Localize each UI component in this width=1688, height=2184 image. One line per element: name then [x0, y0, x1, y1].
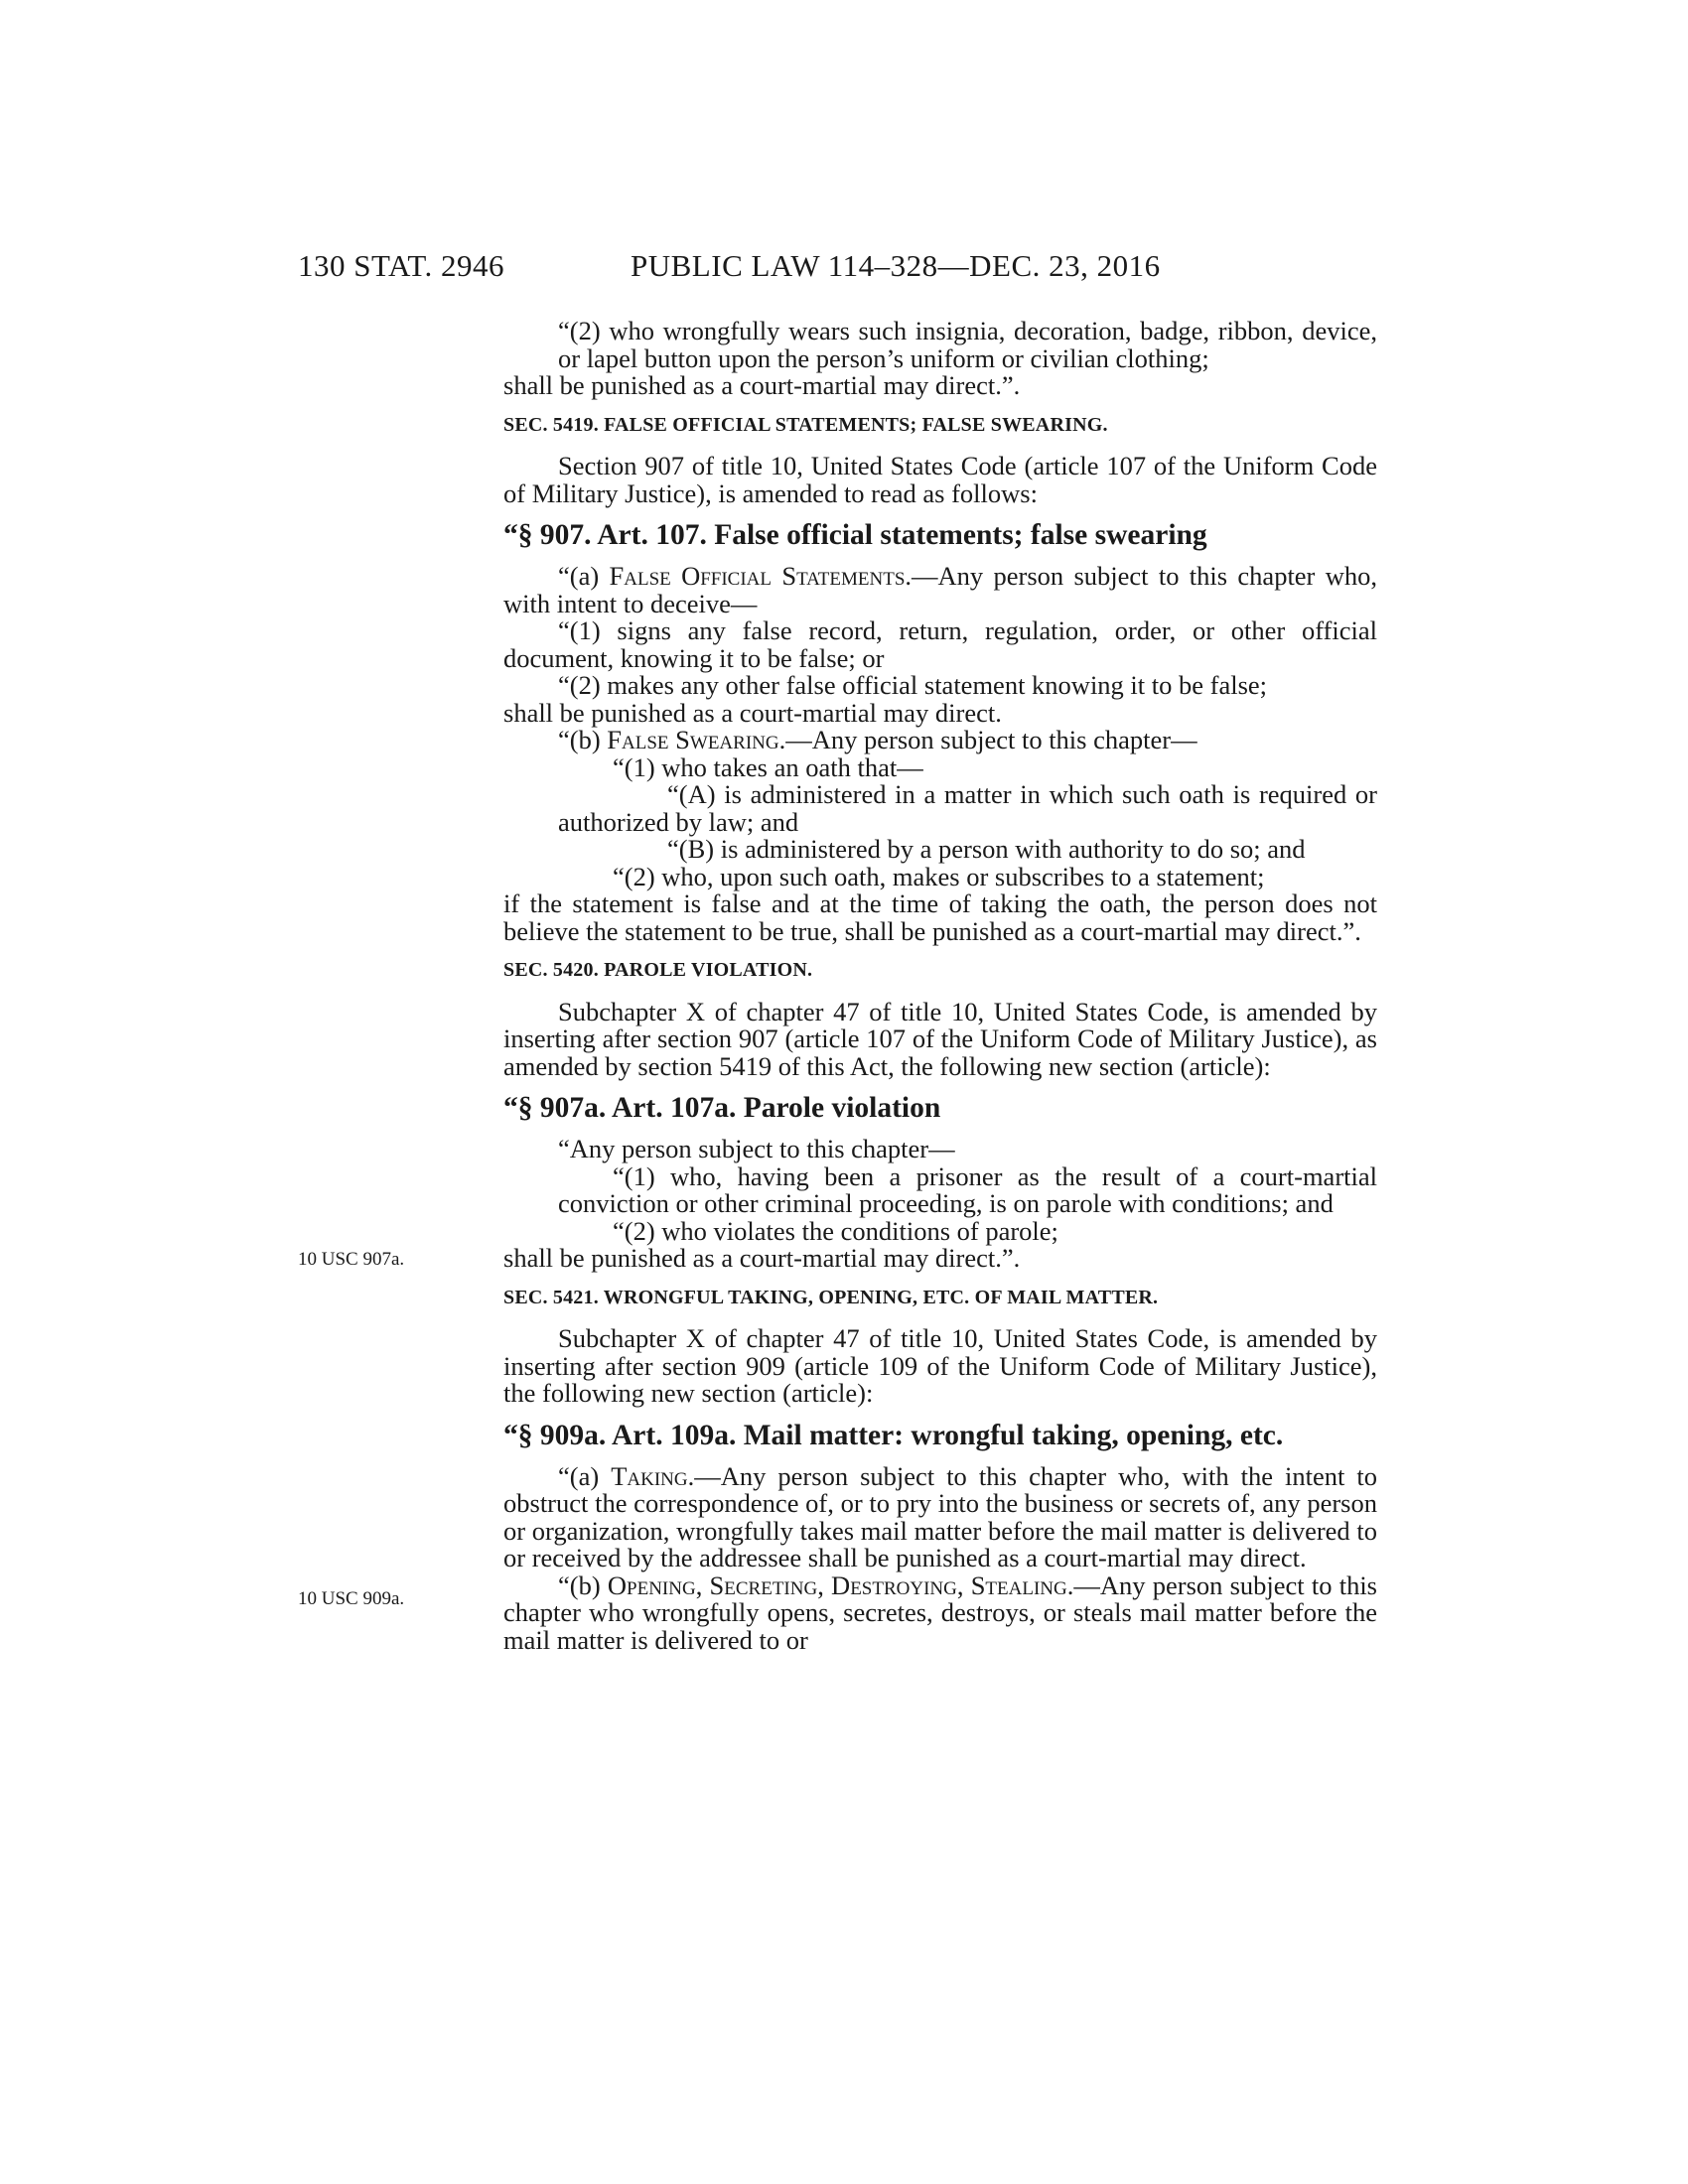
paragraph-p1a: “(2) who wrongfully wears such insignia, decoration, badge, ribbon, device, or lapel button upon the person’s uniform or civilian clothing;	[558, 316, 1377, 373]
paragraph: Section 907 of title 10, United States Code (article 107 of the Uniform Code of Military Justice), is amended to read as follows:	[503, 451, 1377, 508]
body-column	[503, 318, 1377, 1654]
text: “(a)	[558, 1460, 612, 1491]
paragraph-p1b: shall be punished as a court-martial may direct.”.	[503, 370, 1021, 400]
text: .—Any person subject to this chapter who, with intent to deceive—	[503, 561, 1377, 618]
paragraph-bA: “(A) is administered in a matter in which such oath is required or authorized by law; and	[558, 779, 1377, 837]
paragraph-bB: “(B) is administered by a person with authority to do so; and	[667, 834, 1306, 864]
article-heading-109a: “§ 909a. Art. 109a. Mail matter: wrongful taking, opening, etc.	[503, 1419, 1284, 1451]
article-heading-107: “§ 907. Art. 107. False official statements; false swearing	[503, 519, 1207, 551]
text: .—Any person subject to this chapter who, with the intent to obstruct the correspondence of, or to pry into the business or secrets of, any person or organization, wrongfully takes mail matter before the mail matter is delivered to or received by the addressee shall be punished as a court-martial may direct.	[503, 1460, 1377, 1572]
subsection-title: False Official Statements	[609, 561, 906, 591]
paragraph: “Any person subject to this chapter—	[558, 1134, 955, 1163]
text: “(b)	[558, 1570, 608, 1600]
paragraph-b1: “(1) who takes an oath that—	[613, 751, 923, 782]
paragraph-b2: “(2) who, upon such oath, makes or subscribes to a statement;	[613, 861, 1265, 891]
subsection-title: False Swearing	[607, 725, 779, 754]
paragraph-a2: “(2) makes any other false official statement knowing it to be false;	[558, 670, 1268, 700]
paragraph-ta	[503, 1460, 1377, 1572]
paragraph: Subchapter X of chapter 47 of title 10, United States Code, is amended by inserting after section 909 (article 109 of the Uniform Code of Military Justice), the following new section (article):	[503, 1323, 1377, 1408]
paragraph: shall be punished as a court-martial may direct.	[503, 697, 1002, 728]
subsection-title: Taking	[611, 1460, 688, 1491]
text: “(a)	[558, 561, 610, 591]
subsection-title: Opening, Secreting, Destroying, Stealing	[607, 1570, 1067, 1600]
paragraph-a	[503, 563, 1377, 617]
section-heading-5419: SEC. 5419. FALSE OFFICIAL STATEMENTS; FALSE SWEARING.	[503, 413, 1108, 436]
page-stat-number: 130 STAT. 2946	[298, 248, 505, 283]
paragraph: shall be punished as a court-martial may direct.”.	[503, 1243, 1021, 1273]
paragraph-b	[503, 727, 1377, 754]
paragraph-a1: “(1) signs any false record, return, regulation, order, or other official document, knowing it to be false; or	[503, 615, 1377, 673]
paragraph: Subchapter X of chapter 47 of title 10, United States Code, is amended by inserting after section 907 (article 107 of the Uniform Code of Military Justice), as amended by section 5419 of this Act, the following new section (article):	[503, 996, 1377, 1081]
text: “(b)	[558, 725, 608, 754]
paragraph-tb	[503, 1572, 1377, 1655]
section-heading-5420: SEC. 5420. PAROLE VIOLATION.	[503, 959, 813, 981]
margin-note-909a: 10 USC 909a.	[298, 1588, 405, 1609]
margin-note-907a: 10 USC 907a.	[298, 1249, 405, 1270]
running-header: PUBLIC LAW 114–328—DEC. 23, 2016	[631, 248, 1161, 283]
paragraph: if the statement is false and at the time of taking the oath, the person does not believe the statement to be true, shall be punished as a court-martial may direct.”.	[503, 888, 1377, 946]
article-heading-107a: “§ 907a. Art. 107a. Parole violation	[503, 1092, 941, 1124]
section-heading-5421: SEC. 5421. WRONGFUL TAKING, OPENING, ETC. OF MAIL MATTER.	[503, 1286, 1159, 1308]
paragraph-pv1: “(1) who, having been a prisoner as the result of a court-martial conviction or other criminal proceeding, is on parole with conditions; and	[558, 1160, 1377, 1218]
text: .—Any person subject to this chapter who wrongfully opens, secretes, destroys, or steals mail matter before the mail matter is delivered to or	[503, 1570, 1377, 1655]
text: .—Any person subject to this chapter—	[778, 725, 1197, 754]
paragraph-pv2: “(2) who violates the conditions of parole;	[613, 1215, 1058, 1246]
